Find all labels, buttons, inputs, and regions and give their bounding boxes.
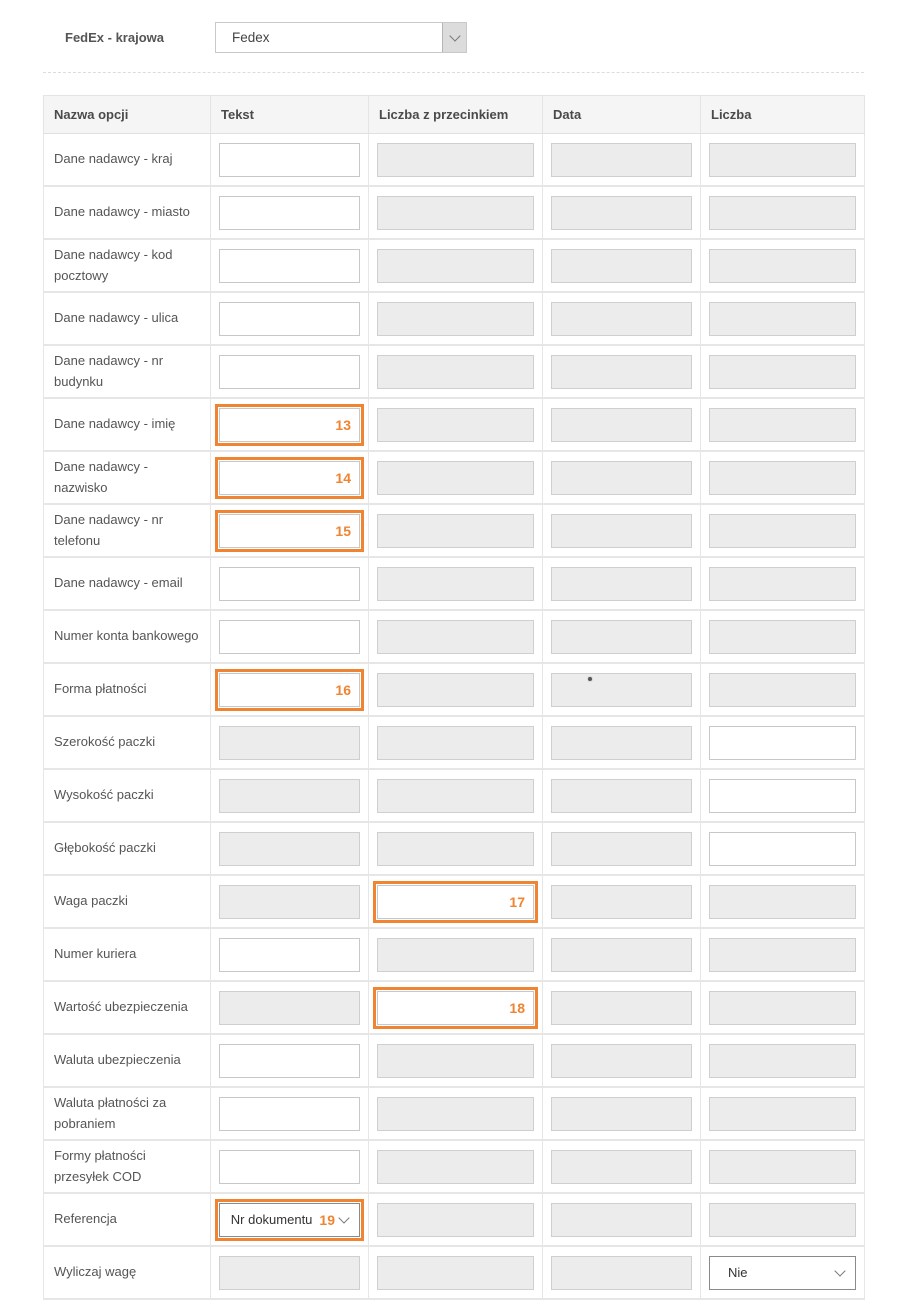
option-label: Szerokość paczki (54, 734, 156, 750)
liczba-field (709, 302, 856, 336)
tekst-field[interactable] (219, 1097, 360, 1131)
liczba-field (709, 938, 856, 972)
option-label: Waluta płatności za pobraniem (54, 1094, 167, 1131)
option-label: Numer kuriera (54, 946, 137, 962)
table-row (44, 345, 865, 398)
liczba-z-przecinkiem-field (377, 1203, 534, 1237)
option-label: Wysokość paczki (54, 787, 154, 803)
tekst-field (219, 1256, 360, 1290)
chevron-down-icon (338, 1212, 349, 1223)
liczba-z-przecinkiem-field (377, 143, 534, 177)
column-header-nazwa-opcji: Nazwa opcji (44, 96, 211, 134)
option-label: Głębokość paczki (54, 840, 156, 856)
table-row (44, 928, 865, 981)
carrier-select-value: Fedex (232, 30, 270, 45)
data-field (551, 620, 692, 654)
option-label: Waga paczki (54, 893, 128, 909)
liczba-field (709, 991, 856, 1025)
carrier-label: FedEx - krajowa (65, 30, 164, 45)
liczba-z-przecinkiem-field (377, 938, 534, 972)
liczba-field (709, 1203, 856, 1237)
liczba-z-przecinkiem-field (377, 355, 534, 389)
liczba-z-przecinkiem-field (377, 249, 534, 283)
tekst-select[interactable] (219, 1203, 360, 1237)
tekst-field[interactable] (219, 620, 360, 654)
annotation-mark: 16 (335, 681, 351, 698)
table-row (44, 822, 865, 875)
tekst-field (219, 991, 360, 1025)
table-row (44, 134, 865, 187)
tekst-field[interactable] (219, 461, 360, 495)
data-field (551, 302, 692, 336)
table-row (44, 557, 865, 610)
tekst-field (219, 885, 360, 919)
column-header-liczba: Liczba (701, 96, 865, 134)
tekst-field (219, 779, 360, 813)
annotation-mark: 18 (509, 999, 525, 1016)
option-label: Wartość ubezpieczenia (54, 999, 188, 1015)
option-label: Dane nadawcy - nr budynku (54, 352, 164, 389)
data-field (551, 355, 692, 389)
data-field (551, 726, 692, 760)
chevron-down-icon (449, 30, 460, 41)
table-row (44, 769, 865, 822)
table-row (44, 1140, 865, 1193)
select-value: Nie (728, 1265, 748, 1280)
annotation-mark: 17 (509, 893, 525, 910)
data-field (551, 1150, 692, 1184)
annotation-mark: 14 (335, 469, 351, 486)
liczba-z-przecinkiem-field (377, 726, 534, 760)
data-field (551, 673, 692, 707)
data-field (551, 461, 692, 495)
liczba-z-przecinkiem-field (377, 408, 534, 442)
table-row (44, 504, 865, 557)
option-label: Dane nadawcy - ulica (54, 310, 179, 326)
liczba-field (709, 514, 856, 548)
liczba-select[interactable] (709, 1256, 856, 1290)
tekst-field[interactable] (219, 249, 360, 283)
liczba-field (709, 567, 856, 601)
liczba-field (709, 1097, 856, 1131)
carrier-select[interactable] (215, 22, 467, 53)
liczba-z-przecinkiem-field (377, 567, 534, 601)
option-label: Dane nadawcy - nazwisko (54, 458, 148, 495)
table-row (44, 1246, 865, 1299)
liczba-field (709, 461, 856, 495)
data-field (551, 514, 692, 548)
data-field (551, 1203, 692, 1237)
dot-marker (588, 677, 592, 681)
liczba-z-przecinkiem-field[interactable] (377, 991, 534, 1025)
table-row (44, 1193, 865, 1246)
option-label: Dane nadawcy - miasto (54, 204, 190, 220)
liczba-field[interactable] (709, 726, 856, 760)
dashed-divider (43, 72, 864, 73)
carrier-row (43, 22, 864, 53)
option-label: Formy płatności przesyłek COD (54, 1147, 146, 1184)
liczba-field (709, 1044, 856, 1078)
option-label: Dane nadawcy - imię (54, 416, 176, 432)
tekst-field[interactable] (219, 143, 360, 177)
annotation-mark: 13 (335, 416, 351, 433)
liczba-z-przecinkiem-field (377, 673, 534, 707)
liczba-field[interactable] (709, 779, 856, 813)
option-label: Dane nadawcy - kraj (54, 151, 173, 167)
data-field (551, 1256, 692, 1290)
liczba-field (709, 620, 856, 654)
data-field (551, 196, 692, 230)
tekst-field[interactable] (219, 196, 360, 230)
option-label: Dane nadawcy - kod pocztowy (54, 246, 173, 283)
liczba-field (709, 196, 856, 230)
table-row (44, 292, 865, 345)
liczba-z-przecinkiem-field (377, 1256, 534, 1290)
column-header-liczba-z-przecinkiem: Liczba z przecinkiem (369, 96, 543, 134)
option-label: Wyliczaj wagę (54, 1264, 137, 1280)
data-field (551, 249, 692, 283)
liczba-z-przecinkiem-field (377, 461, 534, 495)
select-value: Nr dokumentu (230, 1212, 313, 1227)
table-row (44, 981, 865, 1034)
tekst-field[interactable] (219, 514, 360, 548)
column-header-data: Data (543, 96, 701, 134)
tekst-field[interactable] (219, 355, 360, 389)
liczba-z-przecinkiem-field (377, 779, 534, 813)
liczba-field (709, 249, 856, 283)
tekst-field[interactable] (219, 567, 360, 601)
tekst-field[interactable] (219, 1044, 360, 1078)
chevron-down-icon (834, 1265, 845, 1276)
table-header-row (44, 96, 865, 134)
liczba-z-przecinkiem-field (377, 196, 534, 230)
annotation-mark: 15 (335, 522, 351, 539)
data-field (551, 779, 692, 813)
liczba-z-przecinkiem-field (377, 514, 534, 548)
data-field (551, 143, 692, 177)
options-table (43, 95, 865, 1300)
option-label: Forma płatności (54, 681, 147, 697)
option-label: Numer konta bankowego (54, 628, 199, 644)
liczba-z-przecinkiem-field (377, 620, 534, 654)
options-table-body (44, 134, 865, 1300)
liczba-z-przecinkiem-field (377, 1150, 534, 1184)
data-field (551, 1044, 692, 1078)
data-field (551, 991, 692, 1025)
table-row (44, 663, 865, 716)
liczba-field (709, 355, 856, 389)
data-field (551, 408, 692, 442)
liczba-z-przecinkiem-field (377, 1097, 534, 1131)
liczba-z-przecinkiem-field (377, 302, 534, 336)
data-field (551, 832, 692, 866)
liczba-z-przecinkiem-field (377, 1044, 534, 1078)
data-field (551, 938, 692, 972)
option-label: Waluta ubezpieczenia (54, 1052, 181, 1068)
data-field (551, 1097, 692, 1131)
option-label: Referencja (54, 1211, 117, 1227)
table-row (44, 186, 865, 239)
liczba-field (709, 143, 856, 177)
liczba-field (709, 1150, 856, 1184)
tekst-field (219, 832, 360, 866)
tekst-field[interactable] (219, 1150, 360, 1184)
table-row (44, 239, 865, 292)
table-row (44, 716, 865, 769)
tekst-field (219, 726, 360, 760)
tekst-field[interactable] (219, 408, 360, 442)
tekst-field[interactable] (219, 302, 360, 336)
liczba-field (709, 408, 856, 442)
carrier-select-button[interactable] (442, 23, 466, 52)
table-row (44, 610, 865, 663)
annotation-mark: 19 (319, 1211, 335, 1228)
table-row (44, 451, 865, 504)
tekst-field[interactable] (219, 938, 360, 972)
column-header-tekst: Tekst (211, 96, 369, 134)
table-row (44, 1087, 865, 1140)
table-row (44, 875, 865, 928)
liczba-field (709, 673, 856, 707)
option-label: Dane nadawcy - nr telefonu (54, 511, 164, 548)
table-row (44, 1034, 865, 1087)
liczba-z-przecinkiem-field[interactable] (377, 885, 534, 919)
data-field (551, 885, 692, 919)
liczba-field[interactable] (709, 832, 856, 866)
liczba-field (709, 885, 856, 919)
table-row (44, 398, 865, 451)
data-field (551, 567, 692, 601)
tekst-field[interactable] (219, 673, 360, 707)
option-label: Dane nadawcy - email (54, 575, 183, 591)
liczba-z-przecinkiem-field (377, 832, 534, 866)
